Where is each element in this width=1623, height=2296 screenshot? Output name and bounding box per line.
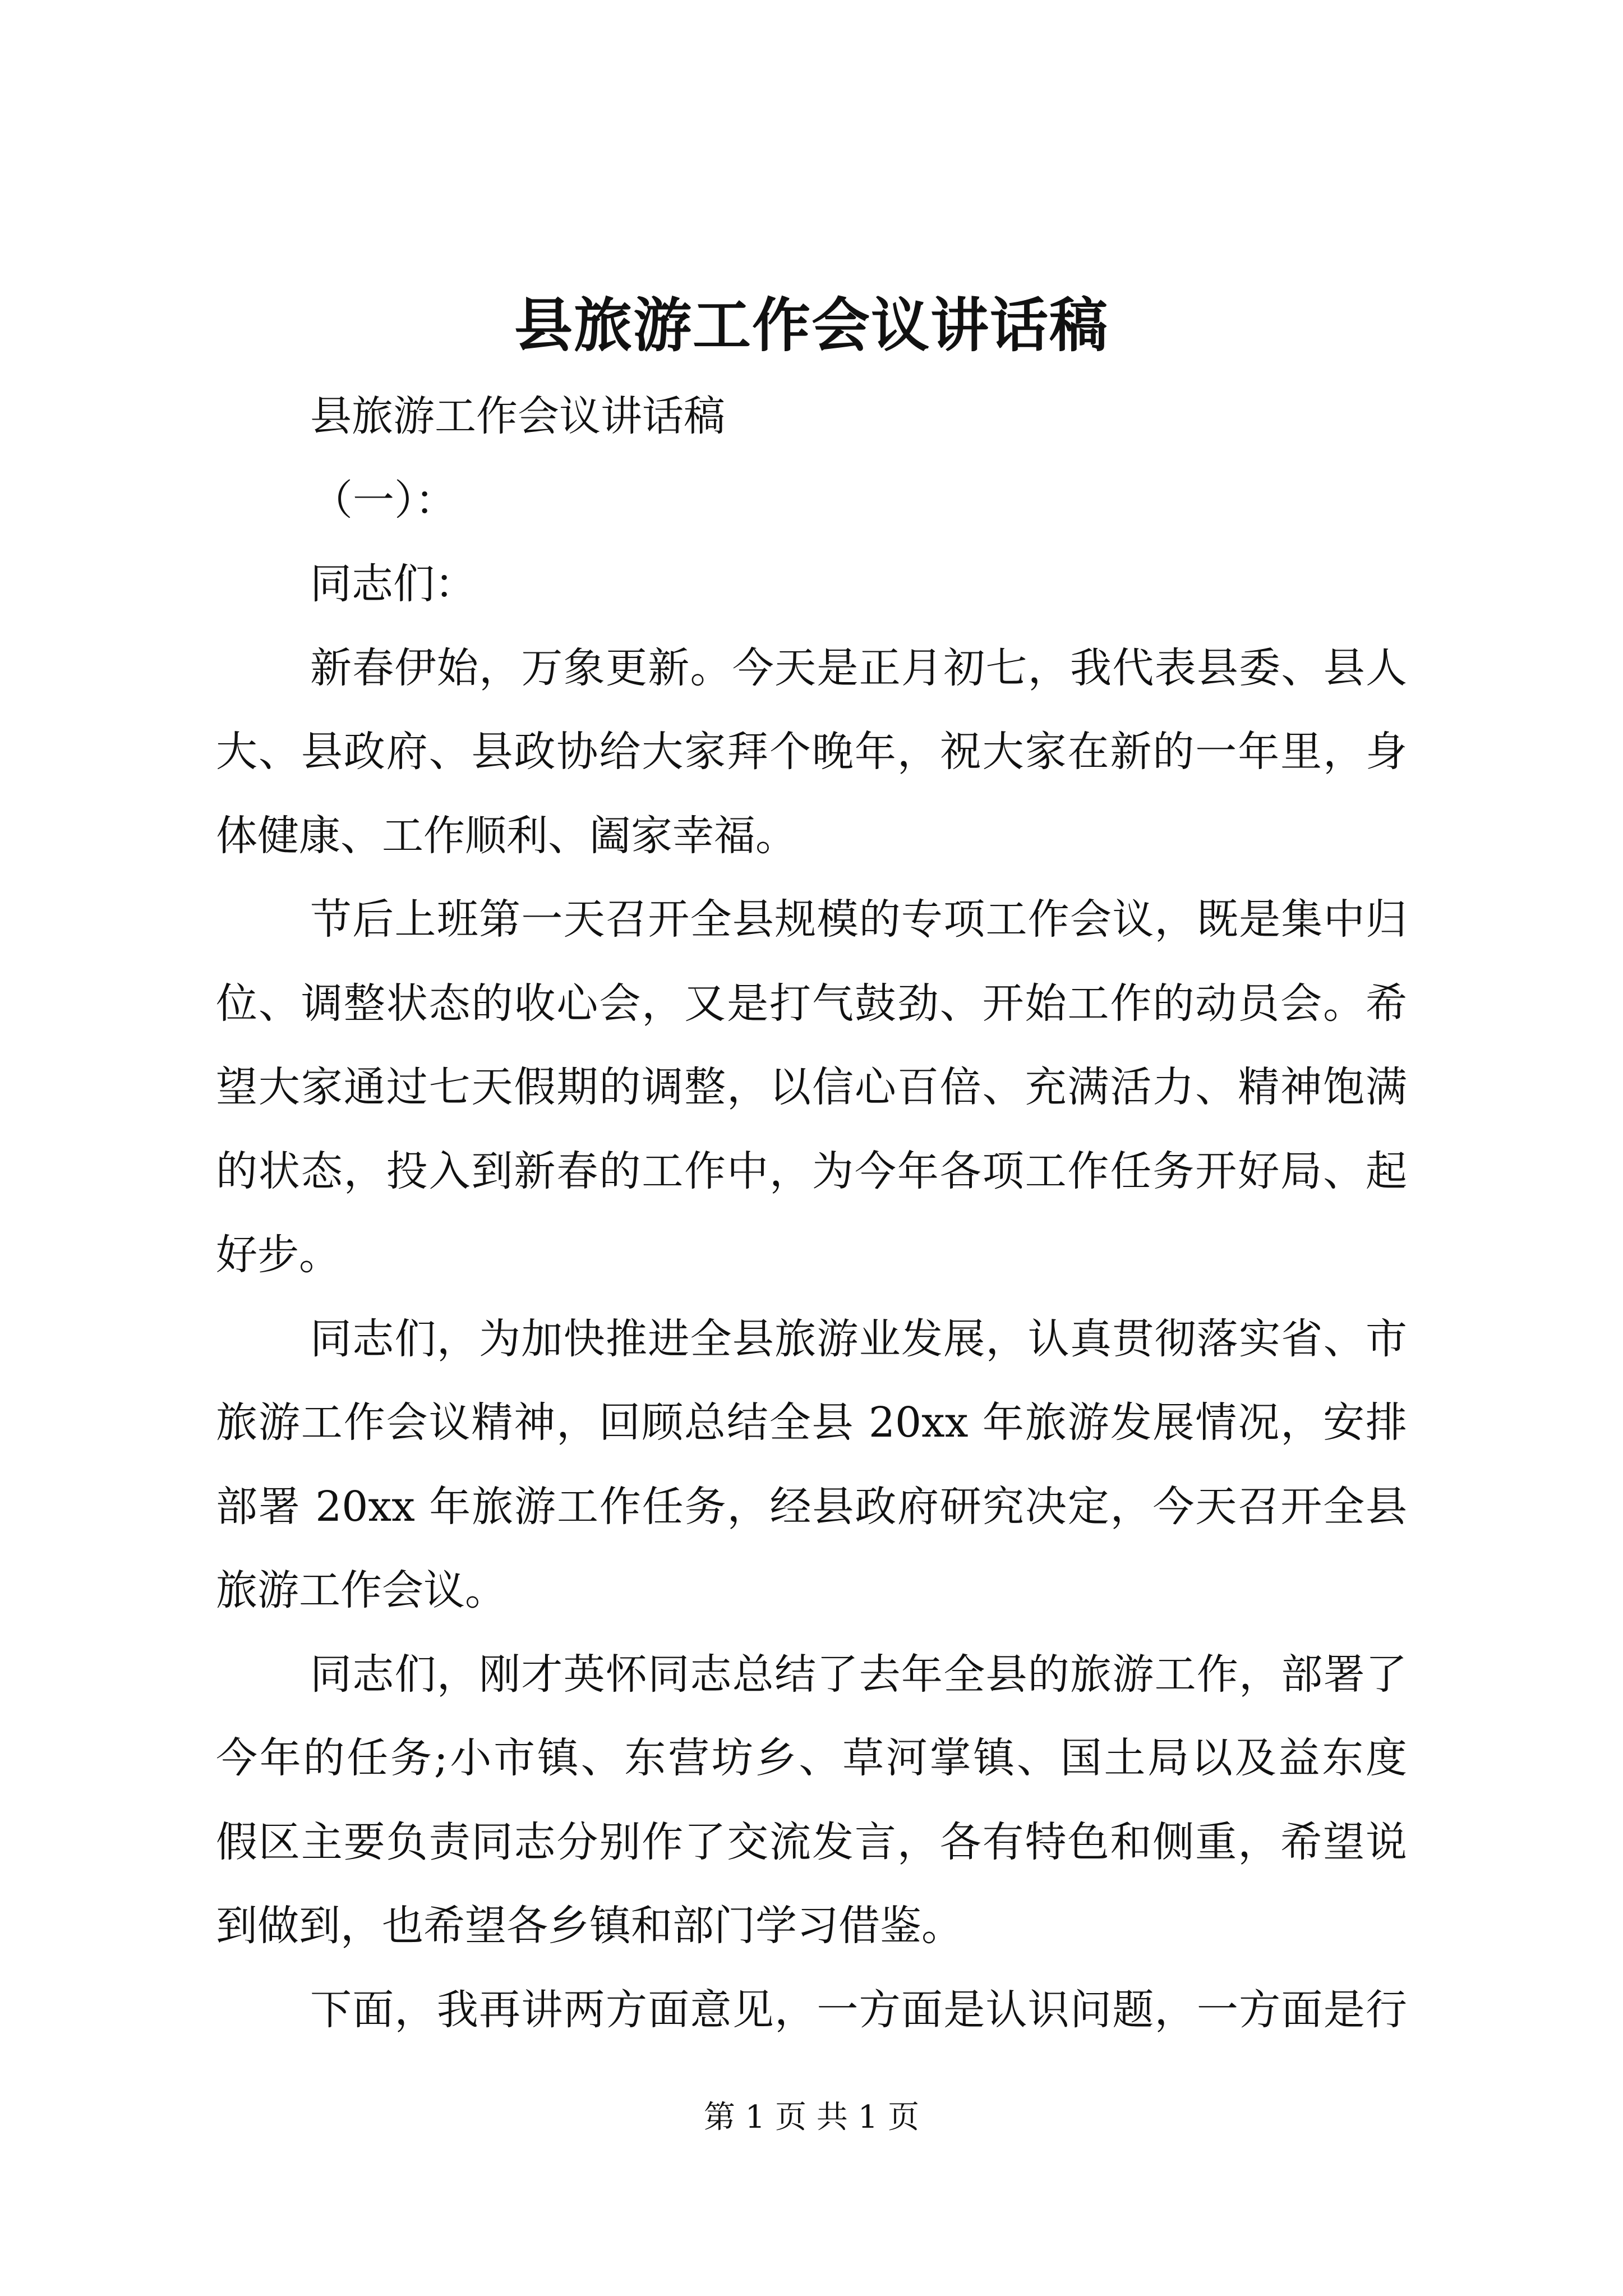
paragraph-4-line-3: 假区主要负责同志分别作了交流发言，各有特色和侧重，希望说 [216,1818,1407,1866]
document-title: 县旅游工作会议讲话稿 [514,291,1109,360]
paragraph-2-line-5: 好步。 [216,1231,340,1279]
paragraph-2-line-2: 位、调整状态的收心会，又是打气鼓劲、开始工作的动员会。希 [216,979,1407,1028]
paragraph-2-line-1: 节后上班第一天召开全县规模的专项工作会议，既是集中归 [310,895,1407,944]
paragraph-4-line-1: 同志们，刚才英怀同志总结了去年全县的旅游工作，部署了 [310,1650,1407,1699]
section-marker: （一）： [311,476,457,524]
page-footer: 第 1 页 共 1 页 [703,2099,920,2136]
paragraph-3-line-4: 旅游工作会议。 [216,1566,506,1614]
paragraph-2-line-4: 的状态，投入到新春的工作中，为今年各项工作任务开好局、起 [216,1147,1407,1195]
paragraph-3-line-1: 同志们，为加快推进全县旅游业发展，认真贯彻落实省、市 [310,1314,1407,1363]
paragraph-4-line-4: 到做到，也希望各乡镇和部门学习借鉴。 [216,1902,963,1950]
paragraph-3-line-3: 部署 20xx 年旅游工作任务，经县政府研究决定，今天召开全县 [216,1482,1407,1531]
paragraph-1-line-2: 大、县政府、县政协给大家拜个晚年，祝大家在新的一年里，身 [216,728,1407,776]
paragraph-1-line-3: 体健康、工作顺利、阖家幸福。 [216,811,797,860]
paragraph-5-line-1: 下面，我再讲两方面意见，一方面是认识问题，一方面是行 [310,1985,1407,2034]
paragraph-2-line-3: 望大家通过七天假期的调整，以信心百倍、充满活力、精神饱满 [216,1063,1407,1111]
salutation: 同志们： [310,560,476,608]
paragraph-3-line-2: 旅游工作会议精神，回顾总结全县 20xx 年旅游发展情况，安排 [216,1398,1407,1447]
paragraph-1-line-1: 新春伊始，万象更新。今天是正月初七，我代表县委、县人 [310,643,1407,692]
paragraph-4-line-2: 今年的任务;小市镇、东营坊乡、草河掌镇、国土局以及益东度 [216,1734,1407,1782]
subtitle-line: 县旅游工作会议讲话稿 [310,392,725,440]
document-body [216,375,1407,2052]
